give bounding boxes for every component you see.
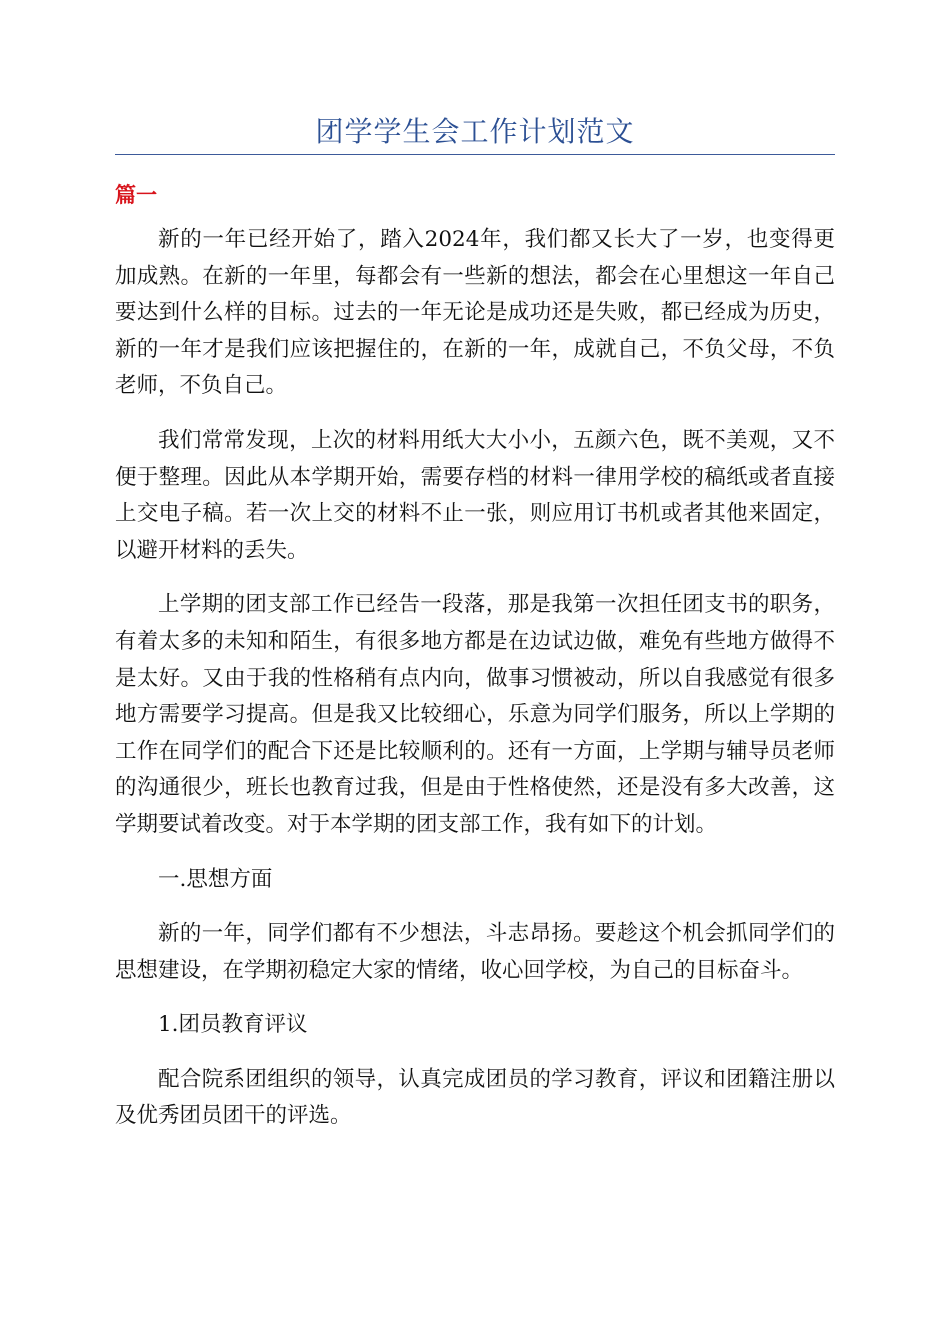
title-underline [115, 154, 835, 155]
subheading-thought: 一.思想方面 [158, 866, 273, 892]
subheading-evaluation: 1.团员教育评议 [158, 1012, 308, 1038]
document-title: 团学学生会工作计划范文 [315, 115, 635, 148]
paragraph-materials: 我们常常发现，上次的材料用纸大大小小，五颜六色，既不美观，又不便于整理。因此从本学期开始，需要存档的材料一律用学校的稿纸或者直接上交电子稿。若一次上交的材料不止一张，则应用订书机或者其他来固定，以避开材料的丢失。 [115, 427, 835, 563]
section-heading: 篇一 [115, 183, 157, 207]
paragraph-intro: 新的一年已经开始了，踏入2024年，我们都又长大了一岁，也变得更加成熟。在新的一年里，每都会有一些新的想法，都会在心里想这一年自己要达到什么样的目标。过去的一年无论是成功还是失败，都已经成为历史，新的一年才是我们应该把握住的，在新的一年，成就自己，不负父母，不负老师，不负自己。 [115, 227, 835, 399]
paragraph-evaluation: 配合院系团组织的领导，认真完成团员的学习教育，评议和团籍注册以及优秀团员团干的评选。 [115, 1066, 835, 1129]
document-body [115, 222, 835, 1153]
paragraph-review: 上学期的团支部工作已经告一段落，那是我第一次担任团支书的职务，有着太多的未知和陌生，有很多地方都是在边试边做，难免有些地方做得不是太好。又由于我的性格稍有点内向，做事习惯被动，所以自我感觉有很多地方需要学习提高。但是我又比较细心，乐意为同学们服务，所以上学期的工作在同学们的配合下还是比较顺利的。还有一方面，上学期与辅导员老师的沟通很少，班长也教育过我，但是由于性格使然，还是没有多大改善，这学期要试着改变。对于本学期的团支部工作，我有如下的计划。 [115, 592, 835, 837]
paragraph-thought: 新的一年，同学们都有不少想法，斗志昂扬。要趁这个机会抓同学们的思想建设，在学期初稳定大家的情绪，收心回学校，为自己的目标奋斗。 [115, 921, 835, 983]
